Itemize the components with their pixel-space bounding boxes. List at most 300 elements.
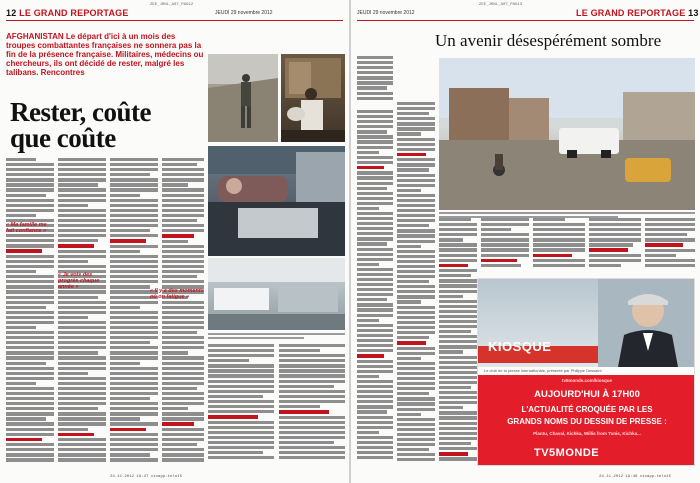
text-line xyxy=(357,314,393,317)
hospital-photo xyxy=(208,146,345,256)
text-line xyxy=(58,194,106,197)
text-line xyxy=(645,264,695,267)
text-line xyxy=(6,311,54,314)
text-line xyxy=(110,158,158,161)
text-line xyxy=(110,356,158,359)
text-line xyxy=(6,158,36,161)
text-line xyxy=(110,178,158,181)
text-line xyxy=(58,158,106,161)
text-line xyxy=(162,275,197,278)
text-line xyxy=(162,326,204,329)
text-line xyxy=(6,183,54,186)
text-line xyxy=(397,347,435,350)
text-line xyxy=(110,250,140,253)
soldier-figure xyxy=(208,54,278,142)
text-line xyxy=(397,265,435,268)
text-line xyxy=(357,130,387,133)
text-line xyxy=(439,422,477,425)
text-line xyxy=(279,380,345,383)
doctor-figure xyxy=(281,54,345,142)
advert-site[interactable]: tv5monde.com/kiosque xyxy=(561,378,612,383)
text-line xyxy=(110,188,158,191)
text-line xyxy=(357,81,393,84)
text-line xyxy=(481,248,529,251)
text-line xyxy=(397,163,435,166)
text-line xyxy=(439,432,477,435)
text-line xyxy=(6,443,54,446)
text-line xyxy=(357,125,393,128)
text-line xyxy=(439,315,477,318)
text-line xyxy=(645,249,695,252)
headline xyxy=(10,99,151,151)
pullquote-2: « Je vois des progrès chaque année » xyxy=(58,272,100,290)
text-line xyxy=(357,120,393,123)
text-line xyxy=(397,112,429,115)
text-line xyxy=(439,228,477,231)
text-line xyxy=(6,316,54,319)
text-line xyxy=(397,132,421,135)
text-line xyxy=(397,438,435,441)
text-line xyxy=(208,410,274,413)
text-line xyxy=(6,280,54,283)
text-line xyxy=(397,209,435,212)
text-line xyxy=(6,326,36,329)
body-column-3 xyxy=(110,158,158,466)
text-line xyxy=(58,458,106,461)
text-line xyxy=(589,243,633,246)
text-line xyxy=(162,168,204,171)
text-line xyxy=(397,316,435,319)
text-line xyxy=(481,264,521,267)
text-line xyxy=(357,360,393,363)
text-line xyxy=(439,366,477,369)
text-line xyxy=(357,268,393,271)
text-line xyxy=(110,199,158,202)
text-line xyxy=(533,248,585,251)
text-line xyxy=(481,238,529,241)
text-line xyxy=(439,401,477,404)
text-line xyxy=(162,301,204,304)
text-line xyxy=(357,182,393,185)
text-line xyxy=(397,428,435,431)
text-line xyxy=(6,301,54,304)
text-line xyxy=(110,392,158,395)
text-line xyxy=(279,416,345,419)
text-line xyxy=(6,417,46,420)
text-line xyxy=(162,412,204,415)
text-line xyxy=(439,376,477,379)
text-line xyxy=(162,194,204,197)
text-line xyxy=(279,395,345,398)
text-line xyxy=(397,408,435,411)
text-line xyxy=(357,390,393,393)
text-line xyxy=(6,422,54,425)
text-line xyxy=(279,441,334,444)
text-line xyxy=(162,407,188,410)
text-line xyxy=(589,233,641,236)
text-line xyxy=(6,285,54,288)
text-line xyxy=(110,428,146,432)
text-line xyxy=(397,168,429,171)
text-line xyxy=(397,127,435,130)
text-line xyxy=(208,369,274,372)
text-line xyxy=(58,209,106,212)
text-line xyxy=(439,340,477,343)
page-slug: ZEE_JRNL_A07_PAG12 xyxy=(150,3,194,7)
text-line xyxy=(397,321,435,324)
text-line xyxy=(6,270,36,273)
text-line xyxy=(279,385,334,388)
text-line xyxy=(162,372,204,375)
body-column-6 xyxy=(589,218,641,274)
text-line xyxy=(6,453,54,456)
text-line xyxy=(58,260,88,263)
text-line xyxy=(162,214,204,217)
text-line xyxy=(397,148,435,151)
advert-line-1: L'ACTUALITÉ CROQUÉE PAR LES xyxy=(521,405,653,414)
text-line xyxy=(162,367,204,370)
text-line xyxy=(58,183,98,186)
text-line xyxy=(110,417,140,420)
text-line xyxy=(439,233,477,236)
text-line xyxy=(357,61,393,64)
text-line xyxy=(58,407,98,410)
text-line xyxy=(208,359,249,362)
text-line xyxy=(439,269,477,272)
text-line xyxy=(357,385,393,388)
text-line xyxy=(357,227,393,230)
text-line xyxy=(357,446,393,449)
text-line xyxy=(208,405,274,408)
text-line xyxy=(110,168,158,171)
text-line xyxy=(357,192,393,195)
text-line xyxy=(58,341,106,344)
text-line xyxy=(397,377,435,380)
text-line xyxy=(397,270,435,273)
text-line xyxy=(162,448,204,451)
text-line xyxy=(397,138,435,141)
text-line xyxy=(357,207,379,210)
text-line xyxy=(58,443,106,446)
text-line xyxy=(110,412,158,415)
text-line xyxy=(162,402,204,405)
text-line xyxy=(357,319,379,322)
text-line xyxy=(110,422,158,425)
text-line xyxy=(645,254,676,257)
text-line xyxy=(6,356,54,359)
footer-time: 19:48 xyxy=(625,475,638,479)
text-line xyxy=(162,280,204,283)
text-line xyxy=(279,359,345,362)
text-line xyxy=(439,457,477,460)
footer-code: vivapp-telo15 xyxy=(639,475,672,479)
text-line xyxy=(357,354,384,358)
text-line xyxy=(58,433,94,437)
headline: Un avenir désespérément sombre xyxy=(435,31,662,50)
text-line xyxy=(357,278,393,281)
text-line xyxy=(357,135,393,138)
text-line xyxy=(162,346,204,349)
text-line xyxy=(162,392,204,395)
text-line xyxy=(208,456,274,459)
text-line xyxy=(397,423,435,426)
text-line xyxy=(439,437,477,440)
text-line xyxy=(357,237,393,240)
text-line xyxy=(162,173,204,176)
kabul-street-scene xyxy=(439,58,695,210)
page-number: 13 xyxy=(688,8,699,18)
text-line xyxy=(279,436,345,439)
text-line xyxy=(357,92,393,95)
text-line xyxy=(397,224,429,227)
text-line xyxy=(439,238,463,241)
text-line xyxy=(58,346,106,349)
text-line xyxy=(397,433,435,436)
text-line xyxy=(110,443,158,446)
text-line xyxy=(6,433,54,436)
text-line xyxy=(110,311,158,314)
text-line xyxy=(162,183,188,186)
text-line xyxy=(6,377,54,380)
standfirst xyxy=(6,32,204,77)
text-line xyxy=(162,321,204,324)
text-line xyxy=(357,293,393,296)
text-line xyxy=(162,163,197,166)
text-line xyxy=(397,331,435,334)
text-line xyxy=(162,158,204,161)
text-line xyxy=(533,233,585,236)
text-line xyxy=(58,204,88,207)
text-line xyxy=(439,442,471,445)
text-line xyxy=(397,392,429,395)
text-line xyxy=(110,433,158,436)
kiosque-advert[interactable] xyxy=(477,278,695,466)
caption-line xyxy=(208,337,304,339)
text-line xyxy=(208,364,274,367)
text-line xyxy=(110,183,158,186)
text-line xyxy=(357,329,393,332)
text-line xyxy=(110,341,150,344)
body-column-1 xyxy=(357,110,393,466)
text-line xyxy=(357,166,384,170)
text-line xyxy=(279,364,345,367)
text-line xyxy=(208,395,263,398)
text-line xyxy=(58,229,106,232)
text-line xyxy=(481,254,529,257)
text-line xyxy=(533,238,585,241)
text-line xyxy=(357,365,393,368)
body-column-2 xyxy=(58,158,106,466)
text-line xyxy=(110,301,158,304)
text-line xyxy=(357,171,393,174)
text-line xyxy=(357,456,393,459)
text-line xyxy=(357,349,393,352)
text-line xyxy=(357,258,393,261)
text-line xyxy=(397,122,435,125)
text-line xyxy=(6,255,54,258)
footer-meta xyxy=(110,475,182,479)
text-line xyxy=(357,431,379,434)
text-line xyxy=(162,240,188,243)
header-rule xyxy=(357,20,694,21)
text-line xyxy=(162,351,188,354)
page-number: 12 xyxy=(6,8,17,18)
text-line xyxy=(357,97,393,100)
right-page xyxy=(351,0,700,483)
text-line xyxy=(208,385,274,388)
text-line xyxy=(6,428,54,431)
text-line xyxy=(162,387,197,390)
text-line xyxy=(208,436,274,439)
text-line xyxy=(397,352,435,355)
text-line xyxy=(6,239,54,242)
text-line xyxy=(58,387,106,390)
text-line xyxy=(439,223,477,226)
text-line xyxy=(279,374,345,377)
text-line xyxy=(6,168,54,171)
header-rule xyxy=(6,20,343,21)
text-line xyxy=(110,316,158,319)
text-line xyxy=(6,407,54,410)
text-line xyxy=(357,308,393,311)
text-line xyxy=(58,336,106,339)
text-line xyxy=(110,351,158,354)
text-line xyxy=(397,275,435,278)
text-line xyxy=(279,390,345,393)
text-line xyxy=(357,115,393,118)
text-line xyxy=(58,311,106,314)
text-line xyxy=(6,306,46,309)
text-line xyxy=(162,453,204,456)
text-line xyxy=(58,199,106,202)
text-line xyxy=(162,178,204,181)
street-photo xyxy=(439,58,695,210)
text-line xyxy=(357,344,393,347)
text-line xyxy=(110,336,158,339)
text-line xyxy=(208,426,274,429)
text-line xyxy=(58,239,98,242)
text-line xyxy=(110,224,158,227)
ward-scene xyxy=(208,258,345,330)
text-line xyxy=(162,265,204,268)
text-line xyxy=(110,387,158,390)
text-line xyxy=(589,264,621,267)
text-line xyxy=(6,448,54,451)
text-line xyxy=(397,194,435,197)
text-line xyxy=(439,416,477,419)
body-column-4 xyxy=(481,218,529,274)
text-line xyxy=(357,110,393,113)
text-line xyxy=(397,179,435,182)
text-line xyxy=(357,242,387,245)
text-line xyxy=(110,306,140,309)
text-line xyxy=(357,146,393,149)
text-line xyxy=(110,331,158,334)
text-line xyxy=(439,325,477,328)
body-column-1 xyxy=(6,158,54,466)
text-line xyxy=(58,265,106,268)
text-line xyxy=(162,331,197,334)
text-line xyxy=(357,151,379,154)
text-line xyxy=(279,456,345,459)
text-line xyxy=(357,375,379,378)
footer-meta xyxy=(599,475,671,479)
text-line xyxy=(645,233,687,236)
text-line xyxy=(6,178,54,181)
text-line xyxy=(279,421,345,424)
text-line xyxy=(162,341,204,344)
text-line xyxy=(357,441,393,444)
text-line xyxy=(357,140,393,143)
text-line xyxy=(58,412,106,415)
text-line xyxy=(357,395,393,398)
footer-date: 24.11.2012 xyxy=(110,475,135,479)
text-line xyxy=(162,234,194,238)
text-line xyxy=(162,422,194,426)
text-line xyxy=(279,369,345,372)
text-line xyxy=(397,295,435,298)
text-line xyxy=(6,412,54,415)
text-line xyxy=(58,367,106,370)
text-line xyxy=(439,279,477,282)
text-line xyxy=(279,405,320,408)
text-line xyxy=(439,335,477,338)
advert-brand: KIOSQUE xyxy=(488,339,552,354)
text-line xyxy=(439,248,477,251)
text-line xyxy=(357,451,393,454)
text-line xyxy=(589,248,628,252)
text-line xyxy=(6,275,54,278)
text-line xyxy=(6,387,54,390)
footer-date: 24.11.2012 xyxy=(599,475,624,479)
text-line xyxy=(162,255,204,258)
text-line xyxy=(279,446,345,449)
text-line xyxy=(58,402,106,405)
text-line xyxy=(6,188,54,191)
text-line xyxy=(6,249,42,253)
text-line xyxy=(357,324,393,327)
text-line xyxy=(397,458,435,461)
advert-channel: TV5MONDE xyxy=(534,447,600,459)
text-line xyxy=(6,163,54,166)
text-line xyxy=(645,223,695,226)
text-line xyxy=(439,290,477,293)
text-line xyxy=(439,345,477,348)
text-line xyxy=(357,283,393,286)
text-line xyxy=(397,311,435,314)
headline-line-1: Rester, coûte xyxy=(10,97,151,127)
advert-line-2: GRANDS NOMS DU DESSIN DE PRESSE : xyxy=(507,417,667,426)
text-line xyxy=(6,290,54,293)
text-line xyxy=(397,326,435,329)
text-line xyxy=(397,285,435,288)
text-line xyxy=(110,260,158,263)
text-line xyxy=(439,264,468,268)
text-line xyxy=(357,400,393,403)
text-line xyxy=(6,346,54,349)
text-line xyxy=(439,381,477,384)
text-line xyxy=(397,418,435,421)
text-line xyxy=(6,265,54,268)
text-line xyxy=(439,391,477,394)
body-column-7 xyxy=(645,218,695,274)
text-line xyxy=(439,411,477,414)
text-line xyxy=(357,187,387,190)
text-line xyxy=(439,243,477,246)
text-line xyxy=(162,306,204,309)
text-line xyxy=(6,336,54,339)
text-line xyxy=(397,229,435,232)
